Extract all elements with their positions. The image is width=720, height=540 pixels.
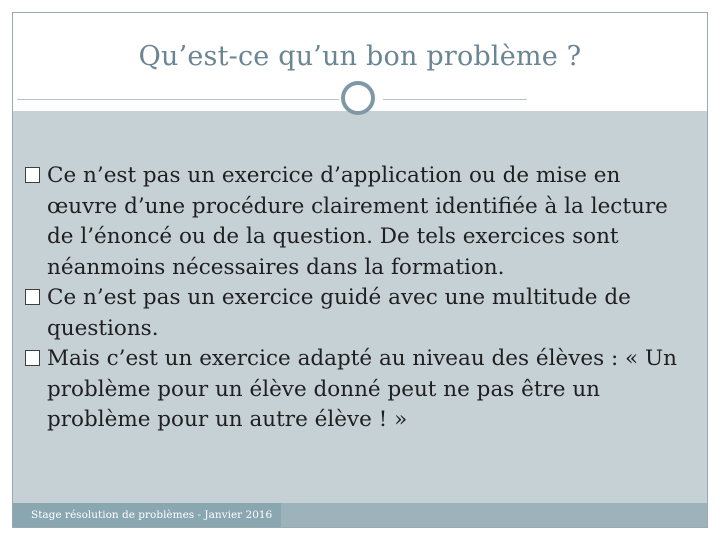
slide bbox=[12, 12, 708, 528]
square-bullet-icon bbox=[25, 289, 40, 305]
square-bullet-icon bbox=[25, 350, 40, 366]
bullet-item bbox=[17, 161, 687, 283]
circle-ornament-icon bbox=[341, 81, 375, 115]
bullet-list bbox=[17, 161, 687, 436]
footer-text: Stage résolution de problèmes - Janvier 2016 bbox=[31, 509, 273, 521]
bullet-text: Mais c’est un exercice adapté au niveau des élèves : « Un problème pour un élève donné peut ne pas être un problème pour un autre élève ! » bbox=[47, 346, 677, 432]
slide-title: Qu’est-ce qu’un bon problème ? bbox=[138, 41, 582, 72]
title-divider-left bbox=[17, 99, 339, 100]
content-panel bbox=[13, 111, 707, 503]
square-bullet-icon bbox=[25, 167, 40, 183]
title-divider-right bbox=[383, 99, 527, 100]
footer-band bbox=[281, 503, 708, 528]
footer-bar bbox=[13, 503, 707, 528]
bullet-text: Ce n’est pas un exercice guidé avec une multitude de questions. bbox=[47, 285, 631, 341]
bullet-text: Ce n’est pas un exercice d’application ou de mise en œuvre d’une procédure clairement identifiée à la lecture de l’énoncé ou de la question. De tels exercices sont néanmoins nécessaires dans la formation. bbox=[47, 163, 668, 280]
bullet-item bbox=[17, 344, 687, 436]
bullet-item bbox=[17, 283, 687, 344]
